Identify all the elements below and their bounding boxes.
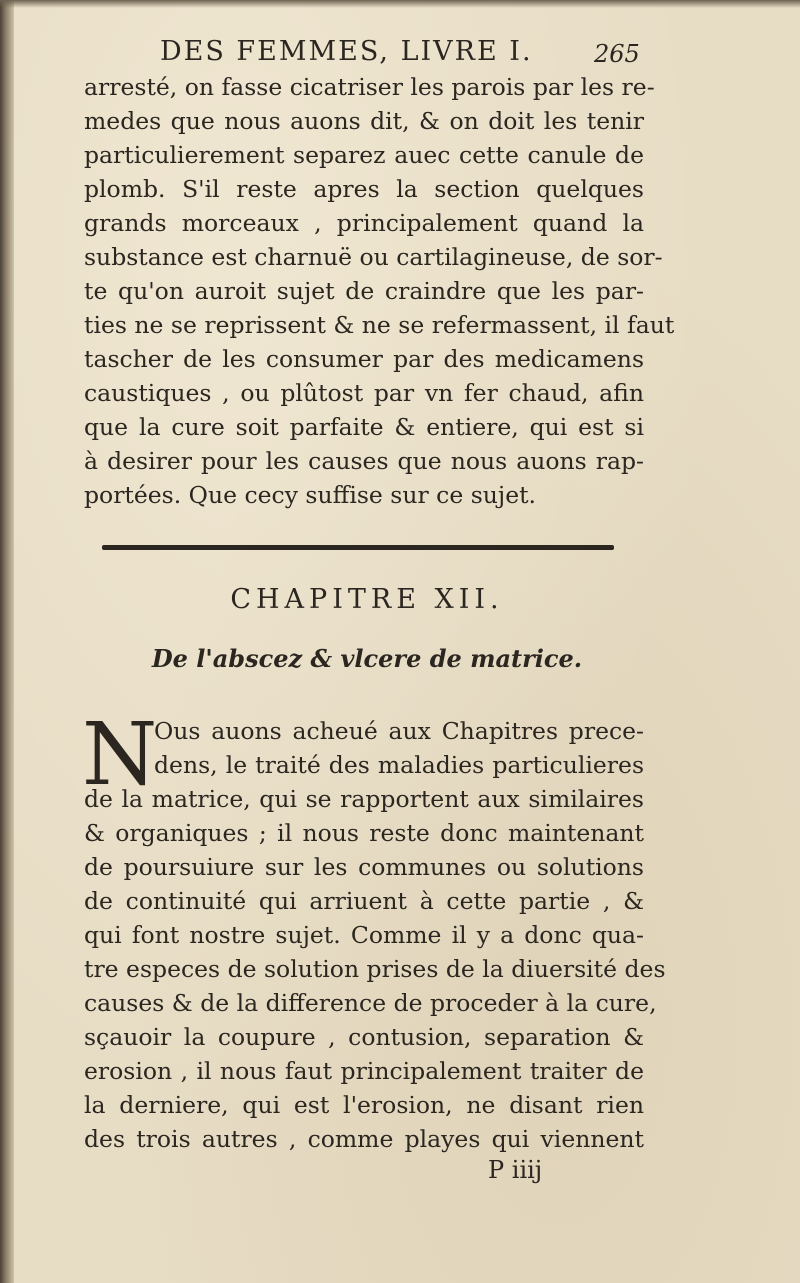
- running-header: DES FEMMES, LIVRE I.: [160, 36, 533, 67]
- section-divider-rule: [102, 545, 614, 550]
- text-line: portées. Que cecy suffise sur ce sujet.: [84, 481, 537, 509]
- text-line: ties ne se reprissent & ne se refermassent, il faut: [84, 311, 675, 339]
- text-line: causes & de la difference de proceder à la cure,: [84, 989, 657, 1017]
- text-line: la derniere, qui est l'erosion, ne disant rien: [84, 1091, 644, 1119]
- text-line: particulierement separez auec cette canule de: [84, 141, 644, 169]
- signature-mark: P iiij: [488, 1156, 543, 1184]
- text-line: dens, le traité des maladies particulieres: [154, 751, 644, 779]
- text-line: que la cure soit parfaite & entiere, qui est si: [84, 413, 644, 441]
- text-line: Ous auons acheué aux Chapitres prece-: [154, 717, 644, 745]
- text-line: des trois autres , comme playes qui viennent: [84, 1125, 644, 1153]
- page-binding-shadow: [0, 0, 14, 1283]
- text-line: grands morceaux , principalement quand la: [84, 209, 644, 237]
- text-line: & organiques ; il nous reste donc maintenant: [84, 819, 644, 847]
- text-line: arresté, on fasse cicatriser les parois par les re-: [84, 73, 655, 101]
- text-line: te qu'on auroit sujet de craindre que les par-: [84, 277, 644, 305]
- text-line: caustiques , ou plûtost par vn fer chaud, afin: [84, 379, 644, 407]
- text-line: plomb. S'il reste apres la section quelques: [84, 175, 644, 203]
- text-line: à desirer pour les causes que nous auons rap-: [84, 447, 644, 475]
- page-top-edge: [0, 0, 800, 8]
- text-line: tre especes de solution prises de la diuersité des: [84, 955, 666, 983]
- text-line: tascher de les consumer par des medicamens: [84, 345, 644, 373]
- text-line: substance est charnuë ou cartilagineuse, de sor-: [84, 243, 663, 271]
- text-line: qui font nostre sujet. Comme il y a donc qua-: [84, 921, 644, 949]
- text-line: de poursuiure sur les communes ou solutions: [84, 853, 644, 881]
- chapter-subtitle: De l'abscez & vlcere de matrice.: [151, 644, 583, 673]
- text-line: medes que nous auons dit, & on doit les tenir: [84, 107, 644, 135]
- text-line: de continuité qui arriuent à cette partie , &: [84, 887, 644, 915]
- chapter-title: CHAPITRE XII.: [230, 584, 504, 615]
- page-number: 265: [594, 40, 640, 68]
- text-line: erosion , il nous faut principalement traiter de: [84, 1057, 644, 1085]
- text-line: de la matrice, qui se rapportent aux similaires: [84, 785, 644, 813]
- text-line: sçauoir la coupure , contusion, separation &: [84, 1023, 644, 1051]
- drop-cap: N: [82, 705, 158, 805]
